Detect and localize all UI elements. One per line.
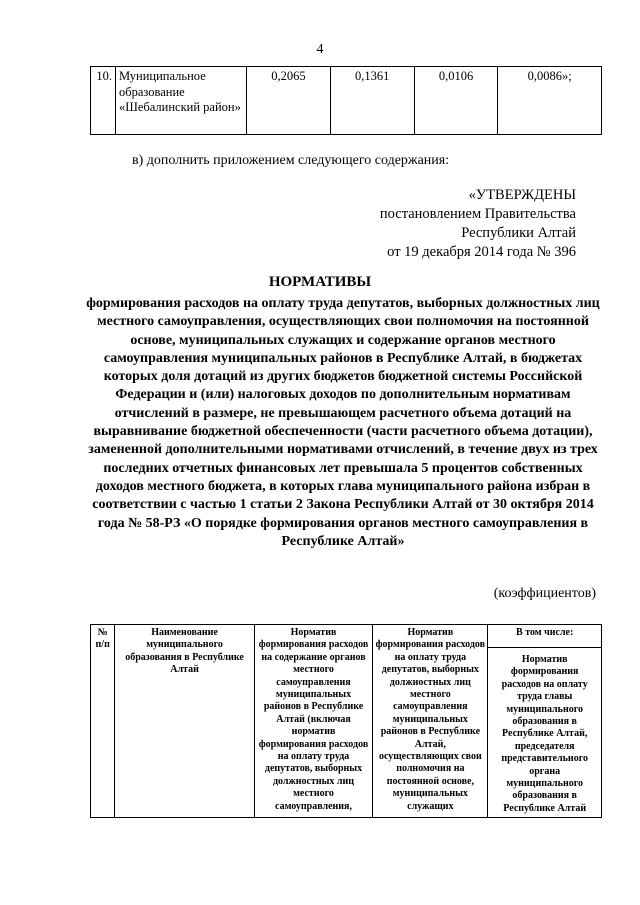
municipality-name: Муниципальное образование «Шебалинский район» (116, 67, 247, 135)
header-normative-salary: Норматив формирования расходов на оплату труда депутатов, выборных должностных лиц местного самоуправления муниципальных районов в Республике Алтай, осуществляющих свои полномочия на постоянной основе, муниципальных служащих (373, 625, 488, 818)
approval-line: от 19 декабря 2014 года № 396 (387, 244, 576, 260)
approval-line: постановлением Правительства (379, 206, 576, 222)
header-municipality: Наименование муниципального образования в Республике Алтай (115, 625, 254, 818)
table-row (91, 67, 602, 135)
table-cell: 0,0086»; (498, 67, 602, 135)
approval-line: «УТВЕРЖДЕНЫ (468, 187, 576, 203)
header-including: В том числе: (488, 625, 602, 648)
units-label: (коэффициентов) (493, 586, 596, 601)
approval-stamp (330, 186, 576, 262)
header-normative-head: Норматив формирования расходов на оплату труда главы муниципального образования в Республике Алтай, председателя представительного органа муниципального образования в Республике Алтай (488, 648, 602, 818)
document-title: НОРМАТИВЫ (268, 274, 372, 290)
header-normative-maintenance: Норматив формирования расходов на содержание органов местного самоуправления муниципальных районов в Республике Алтай (включая норматив формирования расходов на оплату труда депутатов, выборных должностных лиц местного самоуправления, (254, 625, 373, 818)
coefficients-table-continued (90, 66, 602, 135)
table-header-row (91, 625, 602, 648)
table-cell: 0,0106 (414, 67, 498, 135)
row-number: 10. (91, 67, 116, 135)
normatives-table (90, 624, 602, 818)
table-cell: 0,2065 (247, 67, 331, 135)
header-number: № п/п (91, 625, 115, 818)
table-cell: 0,1361 (330, 67, 414, 135)
document-subtitle: формирования расходов на оплату труда депутатов, выборных должностных лиц местного самоуправления, осуществляющих свои полномочия на постоянной основе, муниципальных служащих и содержание органов местного самоуправления муниципальных районов в Республике Алтай, в бюджетах которых доля дотаций из других бюджетов бюджетной системы Российской Федерации и (или) налоговых доходов по дополнительным нормативам отчислений в размере, не превышающем расчетного объема дотаций на выравнивание бюджетной обеспеченности (части расчетного объема дотации), замененной дополнительными нормативами отчислений, в течение двух из трех последних отчетных финансовых лет превышала 5 процентов собственных доходов местного бюджета, в которых глава муниципального района избран в соответствии с частью 1 статьи 2 Закона Республики Алтай от 30 октября 2014 года № 58-РЗ «О порядке формирования органов местного самоуправления в Республике Алтай» (86, 296, 600, 549)
approval-line: Республики Алтай (461, 225, 576, 241)
page-number: 4 (316, 42, 324, 57)
amendment-text: в) дополнить приложением следующего содержания: (132, 153, 450, 168)
